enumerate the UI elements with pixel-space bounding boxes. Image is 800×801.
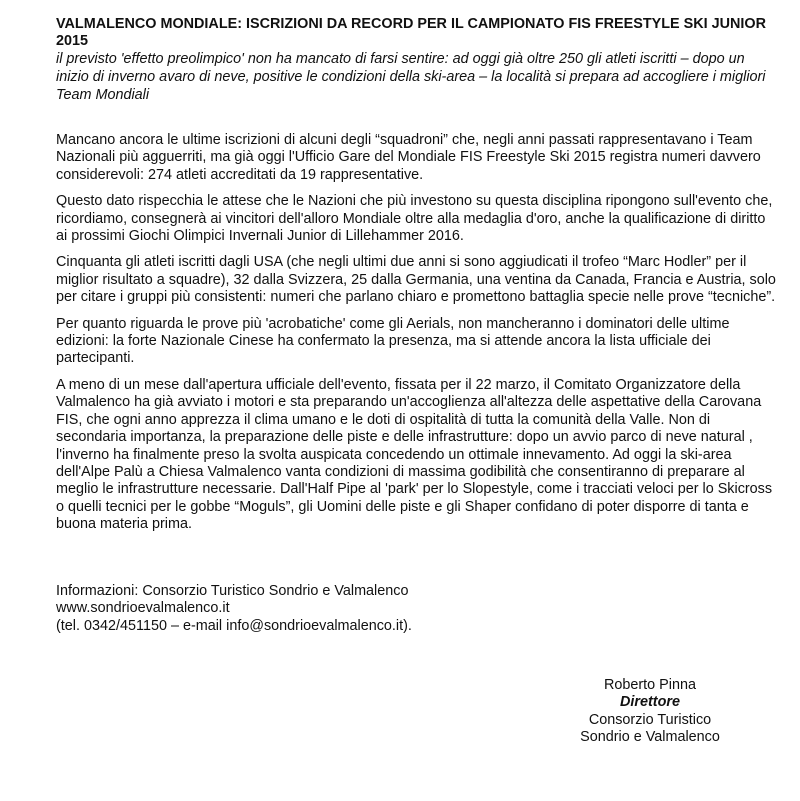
- signer-org: Sondrio e Valmalenco: [580, 729, 720, 746]
- website-link[interactable]: www.sondrioevalmalenco.it: [56, 600, 230, 617]
- paragraph: Per quanto riguarda le prove più 'acrobatiche' come gli Aerials, non mancheranno i dominatori delle ultime edizioni: la forte Nazionale Cinese ha confermato la presenza, ma si attende ancora la lista ufficiale dei partecipanti.: [56, 315, 730, 367]
- paragraph: Cinquanta gli atleti iscritti dagli USA (che negli ultimi due anni si sono aggiudicati il trofeo “Marc Hodler” per il miglior risultato a squadre), 32 dalla Svizzera, 25 dalla Germania, una ventina da Canada, Francia e Austria, solo per citare i gruppi più consistenti: numeri che parlano chiaro e promettono battaglia specie nelle prove “tecniche”.: [56, 254, 776, 306]
- contact-info: [56, 583, 556, 635]
- article-body: [56, 132, 776, 543]
- info-line: Informazioni: Consorzio Turistico Sondrio e Valmalenco: [56, 583, 409, 599]
- signer-name: Roberto Pinna: [603, 677, 696, 693]
- headline: VALMALENCO MONDIALE: ISCRIZIONI DA RECORD PER IL CAMPIONATO FIS FREESTYLE SKI JUNIOR 2015: [56, 16, 766, 49]
- paragraph: Mancano ancora le ultime iscrizioni di alcuni degli “squadroni” che, negli anni passati rappresentavano i Team Nazionali più agguerriti, ma già oggi l'Ufficio Gare del Mondiale FIS Freestyle Ski 2015 registra numeri davvero considerevoli: 274 atleti accreditati da 19 rappresentative.: [56, 132, 761, 183]
- subheadline: il previsto 'effetto preolimpico' non ha mancato di farsi sentire: ad oggi già oltre 250 gli atleti iscritti – dopo un inizio di inverno avaro di neve, positive le condizioni della ski-area – la località si prepara ad accogliere i migliori Team Mondiali: [56, 51, 766, 103]
- signer-org: Consorzio Turistico: [588, 711, 712, 728]
- signature-block: [520, 677, 780, 747]
- paragraph: Questo dato rispecchia le attese che le Nazioni che più investono su questa disciplina ripongono sull'evento che, ricordiamo, consegnerà ai vincitori dell'alloro Mondiale oltre alla medaglia d'oro, anche la qualificazione di diritto ai prossimi Giochi Olimpici Invernali Junior di Lillehammer 2016.: [56, 193, 773, 245]
- phone-email-line: (tel. 0342/451150 – e-mail info@sondrioevalmalenco.it).: [56, 617, 412, 634]
- paragraph: A meno di un mese dall'apertura ufficiale dell'evento, fissata per il 22 marzo, il Comitato Organizzatore della Valmalenco ha già avviato i motori e sta preparando un'accoglienza all'altezza delle aspettative della Carovana FIS, che ogni anno apprezza il clima umano e le doti di ospitalità di tutta la comunità della Valle. Non di secondaria importanza, la preparazione delle piste e delle infrastrutture: dopo un avvio parco di neve natural , l'inverno ha finalmente preso la svolta auspicata concedendo un ottimale innevamento. Ad oggi la ski-area dell'Alpe Palù a Chiesa Valmalenco vanta condizioni di massima godibilità che consentiranno di preparare al meglio le infrastrutture necessarie. Dall'Half Pipe al 'park' per lo Slopestyle, come i tracciati veloci per lo Skicross o quelli tecnici per le gobbe “Moguls”, gli Uomini delle piste e gli Shaper confidano di poter disporre di tanta e buona materia prima.: [56, 376, 773, 533]
- document-header: [56, 16, 776, 104]
- signer-role: Direttore: [620, 694, 680, 711]
